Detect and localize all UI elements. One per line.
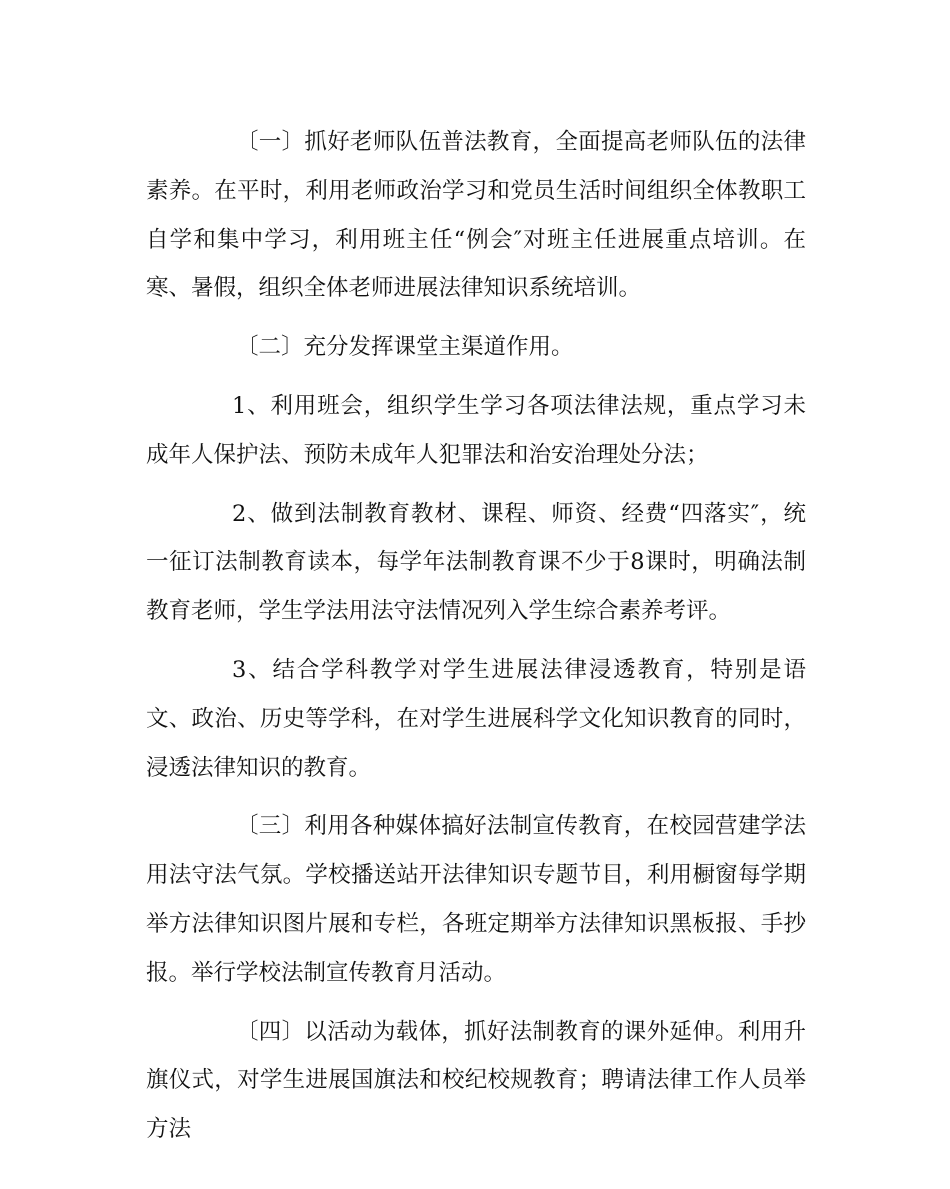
- paragraph-classroom-channel: 〔二〕充分发挥课堂主渠道作用。: [236, 334, 574, 361]
- paragraph-activities: 〔四〕以活动为载体，抓好法制教育的课外延伸。利用升旗仪式，对学生进展国旗法和校纪校规教育；聘请法律工作人员举方法: [146, 1018, 806, 1143]
- paragraph-four-implementations: 2、做到法制教育教材、课程、师资、经费“四落实″，统一征订法制教育读本，每学年法制教育课不少于8课时，明确法制教育老师，学生学法用法守法情况列入学生综合素养考评。: [146, 500, 806, 625]
- document-body: [146, 118, 806, 1164]
- paragraph-media-publicity: 〔三〕利用各种媒体搞好法制宣传教育，在校园营建学法用法守法气氛。学校播送站开法律知识专题节目，利用橱窗每学期举方法律知识图片展和专栏，各班定期举方法律知识黑板报、手抄报。举行学校法制宣传教育月活动。: [146, 813, 806, 986]
- paragraph-class-meeting: 1、利用班会，组织学生学习各项法律法规，重点学习未成年人保护法、预防未成年人犯罪法和治安治理处分法；: [146, 392, 806, 468]
- paragraph-subject-teaching: 3、结合学科教学对学生进展法律浸透教育，特别是语文、政治、历史等学科，在对学生进展科学文化知识教育的同时，浸透法律知识的教育。: [146, 656, 806, 781]
- paragraph-teacher-training: 〔一〕抓好老师队伍普法教育，全面提高老师队伍的法律素养。在平时，利用老师政治学习和党员生活时间组织全体教职工自学和集中学习，利用班主任“例会″对班主任进展重点培训。在寒、暑假，组织全体老师进展法律知识系统培训。: [146, 129, 806, 302]
